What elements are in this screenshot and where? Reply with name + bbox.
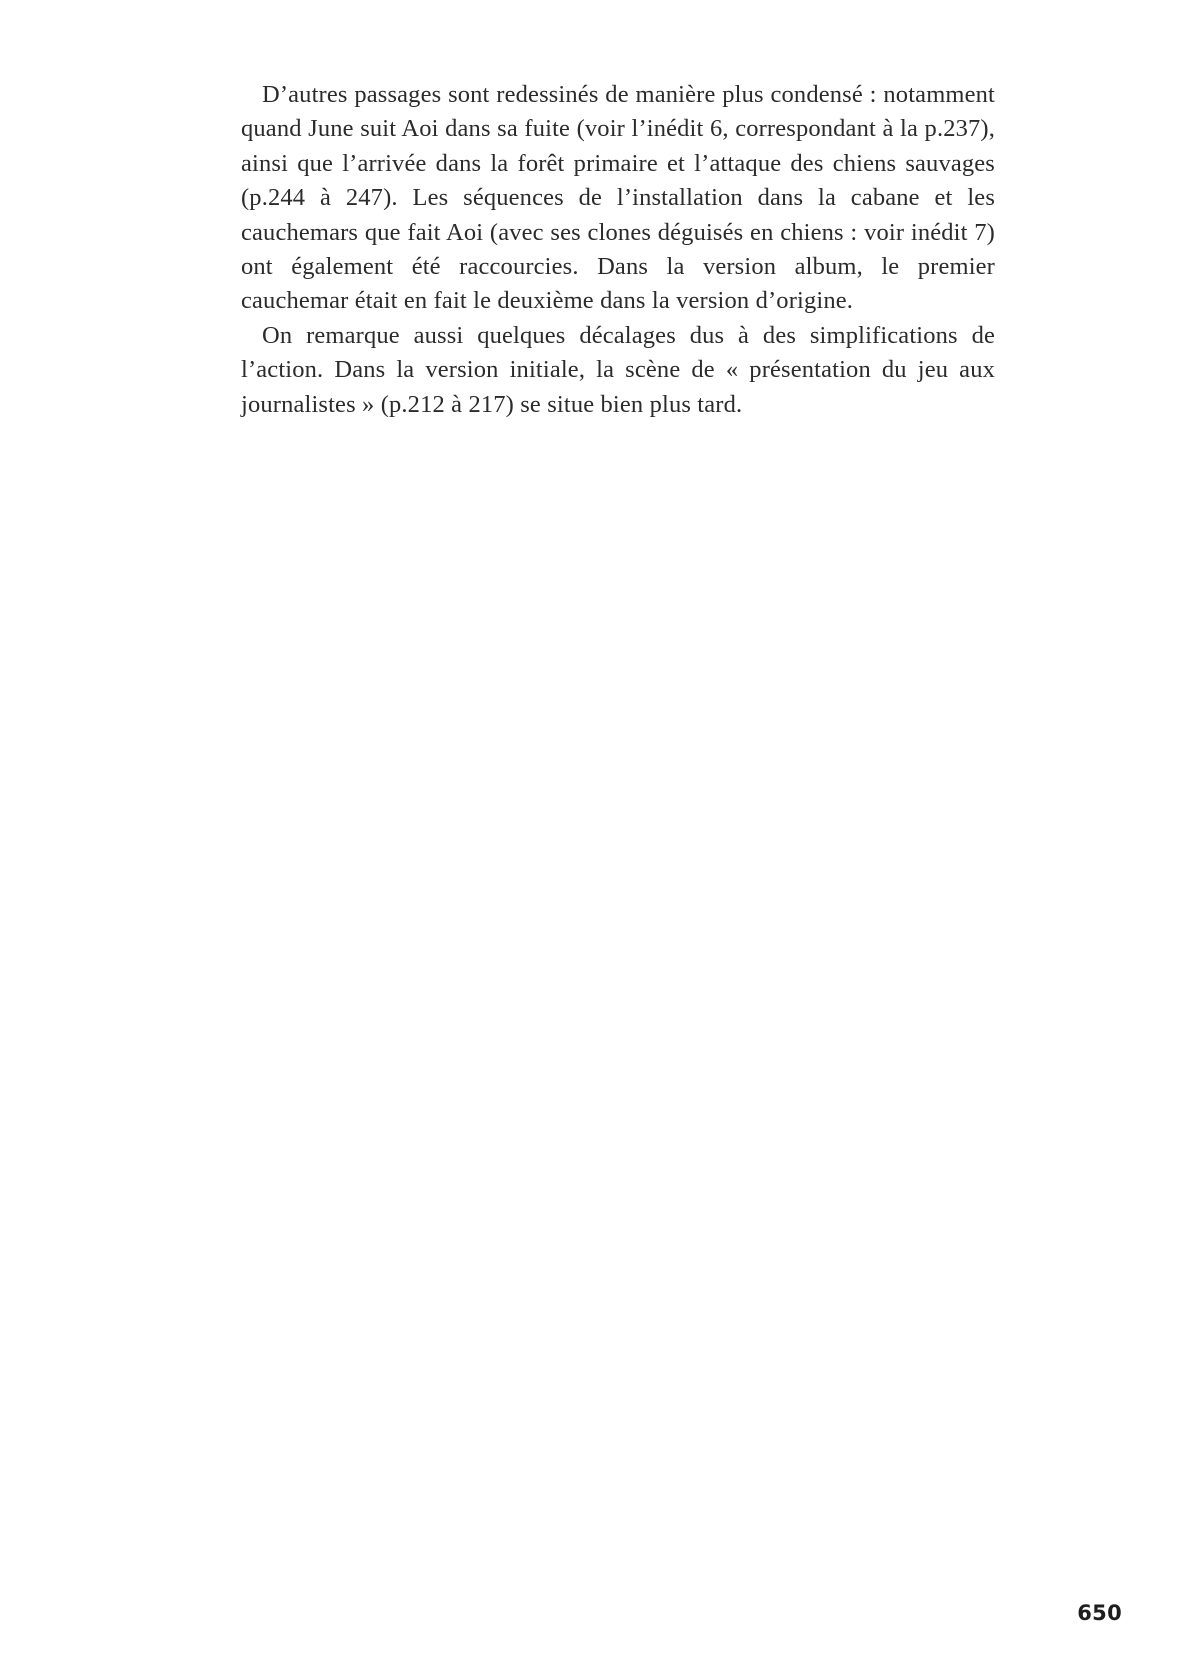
- paragraph-1: D’autres passages sont redessinés de manière plus condensé : notamment quand June suit Aoi dans sa fuite (voir l’inédit 6, correspondant à la p.237), ainsi que l’arrivée dans la forêt primaire et l’attaque des chiens sauvages (p.244 à 247). Les séquences de l’installation dans la cabane et les cauchemars que fait Aoi (avec ses clones déguisés en chiens : voir inédit 7) ont également été raccourcies. Dans la version album, le premier cauchemar était en fait le deuxième dans la version d’origine.: [241, 81, 995, 315]
- page-number: 650: [1077, 1601, 1122, 1625]
- paragraph-2: On remarque aussi quelques décalages dus à des simplifications de l’action. Dans la version initiale, la scène de « présentation du jeu aux journalistes » (p.212 à 217) se situe bien plus tard.: [241, 321, 995, 418]
- body-text: [241, 78, 995, 422]
